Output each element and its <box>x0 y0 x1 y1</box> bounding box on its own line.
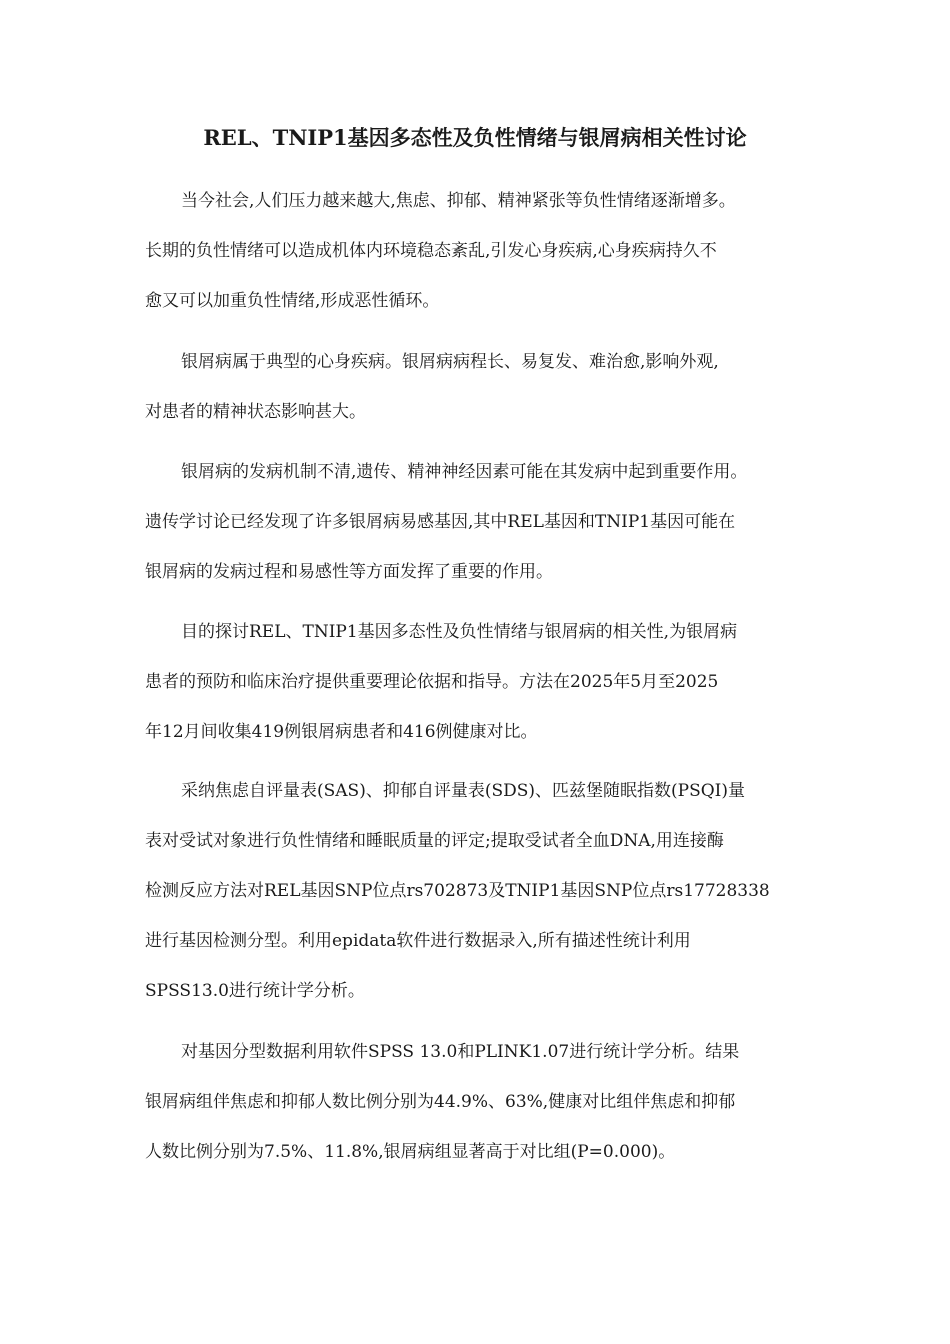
paragraph-5-line-5: SPSS13.0进行统计学分析。 <box>145 981 365 1001</box>
paragraph-3-line-3: 银屑病的发病过程和易感性等方面发挥了重要的作用。 <box>145 562 553 582</box>
paragraph-4-line-1: 目的探讨REL、TNIP1基因多态性及负性情绪与银屑病的相关性,为银屑病 <box>181 622 738 642</box>
paragraph-1-line-1: 当今社会,人们压力越来越大,焦虑、抑郁、精神紧张等负性情绪逐渐增多。 <box>181 191 736 211</box>
paragraph-5-line-4: 进行基因检测分型。利用epidata软件进行数据录入,所有描述性统计利用 <box>145 931 691 951</box>
paragraph-1-line-2: 长期的负性情绪可以造成机体内环境稳态紊乱,引发心身疾病,心身疾病持久不 <box>145 241 717 261</box>
paragraph-4-line-2: 患者的预防和临床治疗提供重要理论依据和指导。方法在2025年5月至2025 <box>145 672 719 692</box>
paragraph-2-line-1: 银屑病属于典型的心身疾病。银屑病病程长、易复发、难治愈,影响外观, <box>181 352 719 372</box>
paragraph-3-line-1: 银屑病的发病机制不清,遗传、精神神经因素可能在其发病中起到重要作用。 <box>181 462 748 482</box>
paragraph-6-line-2: 银屑病组伴焦虑和抑郁人数比例分别为44.9%、63%,健康对比组伴焦虑和抑郁 <box>145 1092 736 1112</box>
paragraph-5-line-1: 采纳焦虑自评量表(SAS)、抑郁自评量表(SDS)、匹兹堡随眠指数(PSQI)量 <box>181 781 746 801</box>
paragraph-5-line-3: 检测反应方法对REL基因SNP位点rs702873及TNIP1基因SNP位点rs17728338 <box>145 881 770 901</box>
document-title: REL、TNIP1基因多态性及负性情绪与银屑病相关性讨论 <box>203 125 747 150</box>
paragraph-4-line-3: 年12月间收集419例银屑病患者和416例健康对比。 <box>145 722 538 742</box>
paragraph-5-line-2: 表对受试对象进行负性情绪和睡眠质量的评定;提取受试者全血DNA,用连接酶 <box>145 831 724 851</box>
paragraph-3-line-2: 遗传学讨论已经发现了许多银屑病易感基因,其中REL基因和TNIP1基因可能在 <box>145 512 736 532</box>
paragraph-1-line-3: 愈又可以加重负性情绪,形成恶性循环。 <box>145 291 440 311</box>
paragraph-2-line-2: 对患者的精神状态影响甚大。 <box>145 402 366 422</box>
paragraph-6-line-1: 对基因分型数据利用软件SPSS 13.0和PLINK1.07进行统计学分析。结果 <box>181 1042 740 1062</box>
paragraph-6-line-3: 人数比例分别为7.5%、11.8%,银屑病组显著高于对比组(P=0.000)。 <box>145 1142 676 1162</box>
